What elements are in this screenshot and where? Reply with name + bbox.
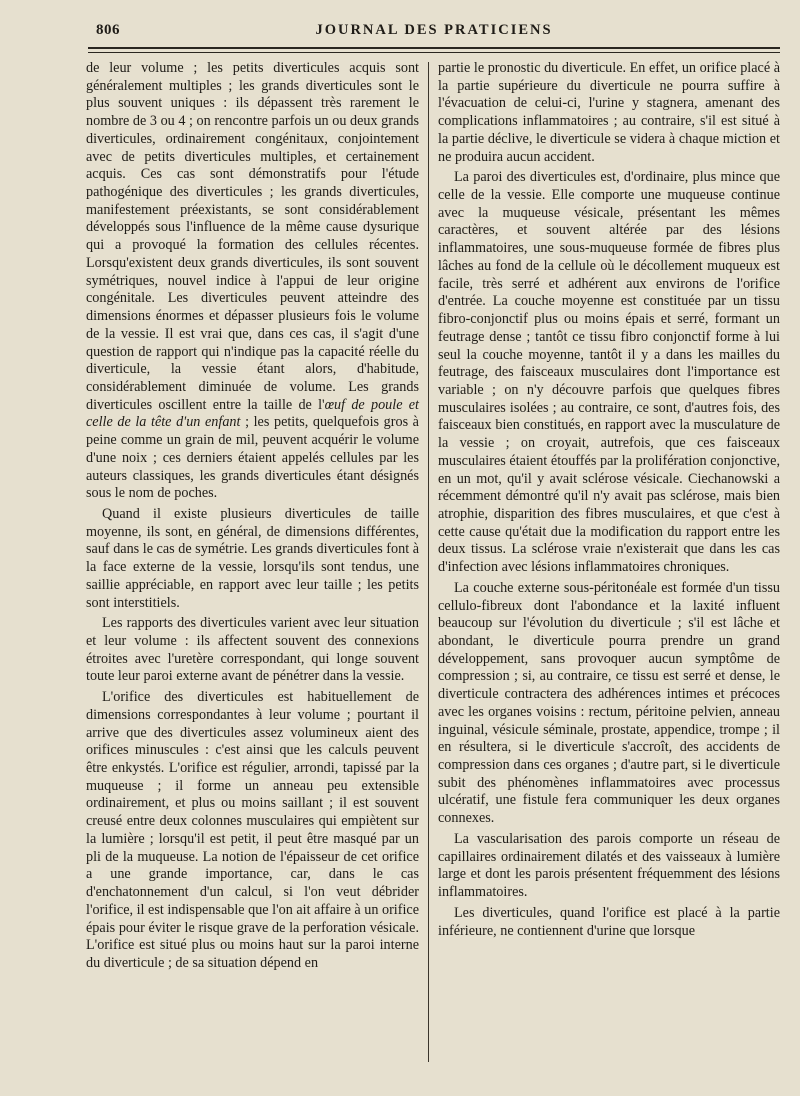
right-paragraph-3: La couche externe sous-péritonéale est formée d'un tissu cellulo-fibreux dont l'abondance et la laxité influent beaucoup sur l'évolution du diverticule ; s'il est lâche et abondant, le diverticule pourra prendre un grand développement, sans provoquer aucun symptôme de compression ; si, au contraire, ce tissu est serré et dense, le diverticule contractera des adhérences intimes et précoces avec les organes voisins : rectum, péritoine pelvien, anneau inguinal, vésicule séminale, prostate, appendice, trompe ; il en résultera, si le diverticule s'accroît, des accidents de compression dans ces organes ; d'autre part, si le diverticule subit des phénomènes inflammatoires avec processus ulcératif, une fistule fera communiquer les deux organes connexes. <box>438 579 780 827</box>
left-paragraph-1: de leur volume ; les petits diverticules acquis sont généralement multiples ; les grands diverticules sont le plus souvent uniques : ils dépassent très rarement le nombre de 3 ou 4 ; on rencontre parfois un ou deux grands diverticules, ordinairement congénitaux, conjointement avec de petits diverticules multiples, et certainement acquis. Ces cas sont démonstratifs pour l'étude pathogénique des diverticules ; les grands diverticules, manifestement préexistants, se sont considérablement développés sous l'influence de la même cause dysurique qui a provoqué la formation des cellules récentes. Lorsqu'existent deux grands diverticules, ils sont souvent symétriques, nouvel indice à l'appui de leur origine congénitale. Les diverticules peuvent atteindre des dimensions énormes et dépasser plusieurs fois le volume de la vessie. Il est vrai que, dans ces cas, il s'agit d'une question de rapport qui n'indique pas la capacité réelle du diverticule, la vessie étant alors, d'habitude, considérablement diminuée de volume. Les grands diverticules oscillent entre la taille de l'œuf de poule et celle de la tête d'un enfant ; les petits, quelquefois gros à peine comme un grain de mil, peuvent acquérir le volume d'une noix ; ces derniers étaient appelés cellules par les auteurs classiques, les grands diverticules étant désignés sous le nom de poches. <box>86 60 419 502</box>
journal-title: JOURNAL DES PRATICIENS <box>315 22 553 38</box>
left-paragraph-3: Les rapports des diverticules varient avec leur situation et leur volume : ils affectent souvent des connexions étroites avec l'uretère correspondant, qui longe souvent toute leur paroi externe avant de pénétrer dans la vessie. <box>86 615 419 685</box>
header-rule-thick <box>88 47 780 49</box>
right-paragraph-1: partie le pronostic du diverticule. En effet, un orifice placé à la partie supérieure du diverticule ne pourra suffire à l'évacuation de celui-ci, l'urine y stagnera, amenant des complications inflammatoires ; au contraire, s'il est situé à la partie déclive, le diverticule se videra à chaque miction et ne produira aucun accident. <box>438 60 780 165</box>
right-column <box>438 60 780 940</box>
left-column <box>86 60 419 973</box>
page-number: 806 <box>96 22 120 38</box>
header-rule-thin <box>88 52 780 53</box>
right-paragraph-4: La vascularisation des parois comporte un réseau de capillaires ordinairement dilatés et des vaisseaux à lumière large et dont les parois présentent fréquemment des lésions inflammatoires. <box>438 830 780 901</box>
left-paragraph-4: L'orifice des diverticules est habituellement de dimensions correspondantes à leur volume ; pourtant il arrive que des diverticules assez volumineux aient des orifices minuscules : c'est ainsi que les calculs peuvent être enkystés. L'orifice est régulier, arrondi, tapissé par la muqueuse ; il forme un anneau peu extensible ordinairement, et plus ou moins saillant ; il est souvent creusé entre deux colonnes musculaires qui empiètent sur la lumière ; lorsqu'il est petit, il peut être masqué par un pli de la muqueuse. La notion de l'épaisseur de cet orifice a une grande importance, car, dans le cas d'enchatonnement d'un calcul, si l'on veut débrider l'orifice, il est indispensable que l'on ait affaire à un orifice épais pour éviter le risque grave de la perforation vésicale. L'orifice est situé plus ou moins haut sur la paroi interne du diverticule ; de sa situation dépend en <box>86 689 420 971</box>
right-paragraph-5: Les diverticules, quand l'orifice est placé à la partie inférieure, ne contiennent d'urine que lorsque <box>438 904 780 939</box>
page-header <box>88 18 780 48</box>
left-paragraph-2: Quand il existe plusieurs diverticules de taille moyenne, ils sont, en général, de dimensions différentes, sauf dans le cas de symétrie. Les grands diverticules font à la face externe de la vessie, lorsqu'ils sont tendus, une saillie appréciable, en rapport avec leur taille ; les petits sont interstitiels. <box>86 505 419 611</box>
right-paragraph-2: La paroi des diverticules est, d'ordinaire, plus mince que celle de la vessie. Elle comporte une muqueuse continue avec la muqueuse vésicale, présentant les mêmes caractères, et souvent altérée par des lésions inflammatoires, une sous-muqueuse formée de fibres plus lâches au fond de la cellule où le décollement muqueux est facile, très serré et adhérent aux environs de l'orifice d'entrée. La couche moyenne est constituée par un tissu fibro-conjonctif plus ou moins épais et serré, formant un feutrage dense ; tantôt ce tissu fibro conjonctif forme à lui seul la couche moyenne, tantôt il y a dans les mailles du feutrage, des faisceaux musculaires dont l'importance est variable ; on n'y découvre parfois que quelques fibres musculaires isolées ; au contraire, ce sont, d'autres fois, des faisceaux bien constitués, en rapport avec la musculature de la vessie ; on croyait, autrefois, que ces faisceaux musculaires étaient étouffés par la prolifération conjonctive, en un mot, qu'il y avait sclérose vésicale. Ciechanowski a récemment démontré qu'il n'y avait pas sclérose, mais bien atrophie, disparition des fibres musculaires, et que c'est à cette cause qu'était due la modification du rapport entre les deux tissus. La sclérose vraie n'existerait que dans les cas d'infection avec lésions inflammatoires chroniques. <box>438 169 780 576</box>
column-divider <box>428 62 429 1062</box>
italic-phrase: œuf de poule et celle de la tête d'un enfant <box>86 396 419 431</box>
